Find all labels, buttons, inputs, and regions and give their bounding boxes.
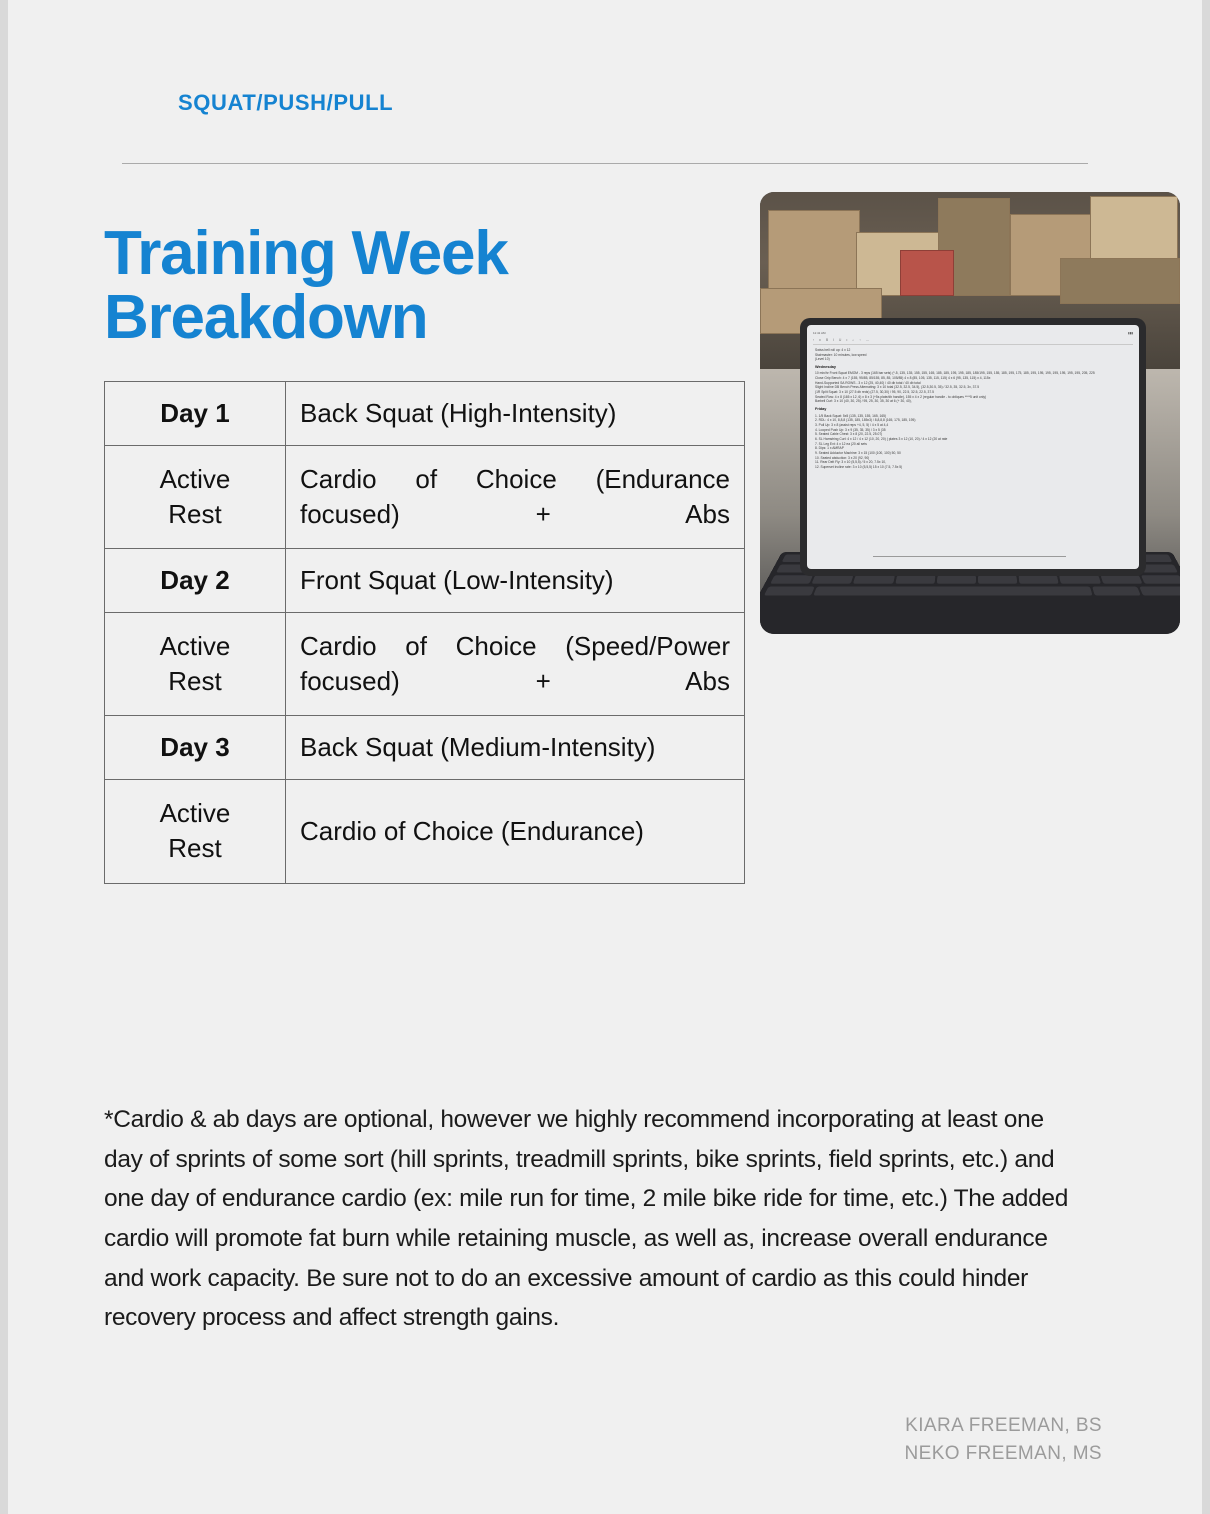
- keyboard-spacebar: [813, 587, 1093, 596]
- doc-line: 7. SL Leg Ext: 4 x 12 ea (20 all sets: [815, 441, 867, 446]
- schedule-rest-label: [105, 446, 286, 549]
- keyboard-key: [1140, 587, 1180, 596]
- keyboard-key: [978, 575, 1017, 583]
- doc-line: 12. Superset Incline rate: 3 x 10 (5,5,5) 15 x 10 (7.5, 7.5x 5): [815, 464, 903, 469]
- header-divider: [122, 163, 1088, 164]
- page-edge-right: [1202, 0, 1210, 1514]
- rest-label-line1: Active: [159, 464, 231, 494]
- keyboard-key: [895, 575, 935, 583]
- doc-line: 10. Seated abduction: 3 x 20 (92, 90): [815, 455, 870, 460]
- doc-line: Hand-Supported SA ROWS - 3 x 12 (25, 40,40) / 40 db total / 40 db total: [815, 380, 921, 385]
- keyboard-key: [1100, 575, 1142, 583]
- doc-line: 3. Pull Up: 3 x 8 (assist reps +4, 5, 5) / 4 x 5 at 4,4: [815, 422, 889, 427]
- doc-line: Barbell Curl: 3 x 10 (40, 30, 25) / 95, 25, 30, 35, 30 at 6 (+ 30, 40),: [815, 399, 912, 404]
- toolbar-icon-back[interactable]: ‹: [813, 338, 815, 342]
- doc-line: Stairmaster: 10 minutes, low speed: [815, 352, 867, 357]
- keyboard-key: [770, 575, 813, 583]
- keyboard-row: [764, 587, 1180, 596]
- schedule-rest-label: [105, 780, 286, 883]
- schedule-day-description: Back Squat (Medium-Intensity): [286, 716, 745, 780]
- keyboard-key: [1092, 587, 1141, 596]
- cardboard-box-5: [1090, 196, 1178, 260]
- table-row: [105, 549, 745, 613]
- doc-line: 4. Looped Push Up: 3 x 9 (35, 35, 35) / 3 x 5 (35: [815, 427, 886, 432]
- tablet-photo: [760, 192, 1180, 634]
- tablet-device: [800, 318, 1146, 576]
- schedule-day-description: Front Squat (Low-Intensity): [286, 549, 745, 613]
- doc-line: (1R Split Squat: 3 x 10 (27.5 db reds) (27.5, 30,30) / 95, 90, 22.5, 32.5, 22.5, 37.5: [815, 390, 934, 395]
- keyboard-key: [937, 575, 976, 583]
- rest-label-line1: Active: [159, 631, 231, 662]
- status-time: 11:41 AM: [813, 330, 826, 335]
- doc-heading-wednesday: Wednesday: [815, 365, 837, 370]
- rest-label-line2: Rest: [168, 833, 222, 864]
- table-row: [105, 716, 745, 780]
- doc-line: Swiss bell roll up: 4 x 12: [815, 348, 851, 352]
- doc-line: Seated Row: 4 x 8 (165 x 12, 6) x 8 x 3 (+5s plate/db handle), 155 x 4 x 2 (regular handle - to obliques ****5 unit only): [815, 394, 987, 399]
- rest-label-line1: Active: [159, 798, 231, 829]
- cardboard-box-6: [1060, 258, 1180, 304]
- credit-line-2: NEKO FREEMAN, MS: [904, 1442, 1102, 1464]
- schedule-day-description: Back Squat (High-Intensity): [286, 382, 745, 446]
- toolbar-icon-bold[interactable]: B: [825, 338, 829, 342]
- schedule-day-label: Day 3: [105, 716, 286, 780]
- doc-line: Close Grip Bench: 4 x 7 (155, 95/85, 85/155, 85, 85, 105/85) 4 x 8 (85, 105, 135, 115, 115) 4 x 6 (95, 135, 115) x 4, 115x: [815, 376, 991, 381]
- doc-line: 10 min/hr Front Squat EMOM - 3 reps (165 bar sets) (*-5, 135, 135, 155, 155, 165, 185, 185, 195, 195, 185, 185/195, 155, 155, 185, 195, 175, 185, 195, 195, 195, 195, 195, 195, 195, 205, 225: [815, 371, 1095, 376]
- table-row: [105, 446, 745, 549]
- table-row: [105, 780, 745, 883]
- doc-line: 11. Rear Delt Fly: 3 x 10 (5,5,5) / 5 x 20, 7.5x 10,: [815, 460, 887, 465]
- keyboard-row: [770, 575, 1180, 583]
- training-schedule-table: [104, 381, 745, 884]
- screen-status-bar: [813, 329, 1133, 336]
- keyboard-key: [764, 587, 814, 596]
- doc-line: 8. Dips: 1 x AMRAP: [815, 446, 844, 451]
- doc-line: 9. Seated Adductor Machine: 3 x 15 (100 (100, 100) 50, 50: [815, 450, 901, 455]
- schedule-rest-label: [105, 613, 286, 716]
- toolbar-icon-share[interactable]: ↑: [859, 338, 861, 342]
- keyboard-key: [1141, 575, 1180, 583]
- doc-line: 2. RDL: 4 x 10, 8,8,8 (135, 185, 185x3) / 8,8,8,8 (165, 175, 185, 195): [815, 418, 916, 423]
- doc-line: 5. Seated Cable Chest: 3 x 8 (20, 22.5, 25.07): [815, 432, 883, 437]
- doc-line: Slight Incline DB Bench Press Alternating: 3 x 10 total (32.5, 32.5, 34.5), (32.5,30.5, 35) / 32.5, 35, 32.5, 3x, 37.5: [815, 385, 980, 390]
- page-title: Training Week Breakdown: [104, 219, 508, 352]
- red-box: [900, 250, 954, 296]
- screen-toolbar[interactable]: [813, 336, 1133, 345]
- keyboard-key: [853, 575, 894, 583]
- credit-line-1: KIARA FREEMAN, BS: [905, 1415, 1102, 1436]
- kicker-label: SQUAT/PUSH/PULL: [178, 90, 394, 115]
- doc-line: (Level 10): [815, 357, 830, 362]
- credits: [905, 1412, 1102, 1467]
- cardio-note: *Cardio & ab days are optional, however we highly recommend incorporating at least one day of sprints of some sort (hill sprints, treadmill sprints, bike sprints, field sprints, etc.) and one day of endurance cardio (ex: mile run for time, 2 mile bike ride for time, etc.) The added cardio will promote fat burn while retaining muscle, as well as, increase overall endurance and work capacity. Be sure not to do an excessive amount of cardio as this could hinder recovery process and affect strength gains.: [104, 1106, 1069, 1332]
- toolbar-icon-italic[interactable]: I: [833, 338, 834, 342]
- schedule-day-label: Day 1: [105, 382, 286, 446]
- table-row: [105, 613, 745, 716]
- toolbar-icon-underline[interactable]: U: [838, 338, 842, 342]
- schedule-day-label: Day 2: [105, 549, 286, 613]
- doc-heading-friday: Friday: [815, 407, 827, 412]
- doc-line: 6. SL Hamstring Curl: 4 x 12 / 4 x 12 (10, 20, 20) ( plates 3 x 12 (10, 20) / 4 x 12 (20 at rate: [815, 436, 948, 441]
- page-edge-left: [0, 0, 8, 1514]
- keyboard-key: [812, 575, 854, 583]
- tablet-screen[interactable]: [807, 325, 1139, 569]
- keyboard-key: [1059, 575, 1100, 583]
- schedule-rest-description: Cardio of Choice (Endurance focused) + Abs: [286, 446, 745, 549]
- status-icons: ▮▮▮: [1128, 330, 1133, 335]
- keyboard-key: [1019, 575, 1059, 583]
- rest-label-line2: Rest: [168, 666, 222, 697]
- toolbar-icon-search[interactable]: ⌕: [852, 338, 855, 342]
- schedule-rest-description: Cardio of Choice (Endurance): [286, 780, 745, 883]
- table-row: [105, 382, 745, 446]
- cardboard-box-1: [768, 210, 860, 290]
- screen-scroll-indicator[interactable]: [873, 556, 1066, 557]
- toolbar-icon-list[interactable]: •: [846, 338, 848, 342]
- rest-label-line2: Rest: [168, 499, 222, 530]
- schedule-rest-description: Cardio of Choice (Speed/Power focused) + Abs: [286, 613, 745, 716]
- doc-line: 1. 1/5 Back Squat: 5x5 (135, 135, 155, 165, 165): [815, 413, 887, 418]
- toolbar-icon-more[interactable]: ⋯: [865, 338, 869, 342]
- toolbar-icon-menu[interactable]: ≡: [819, 338, 821, 342]
- screen-document-body: [813, 345, 1133, 470]
